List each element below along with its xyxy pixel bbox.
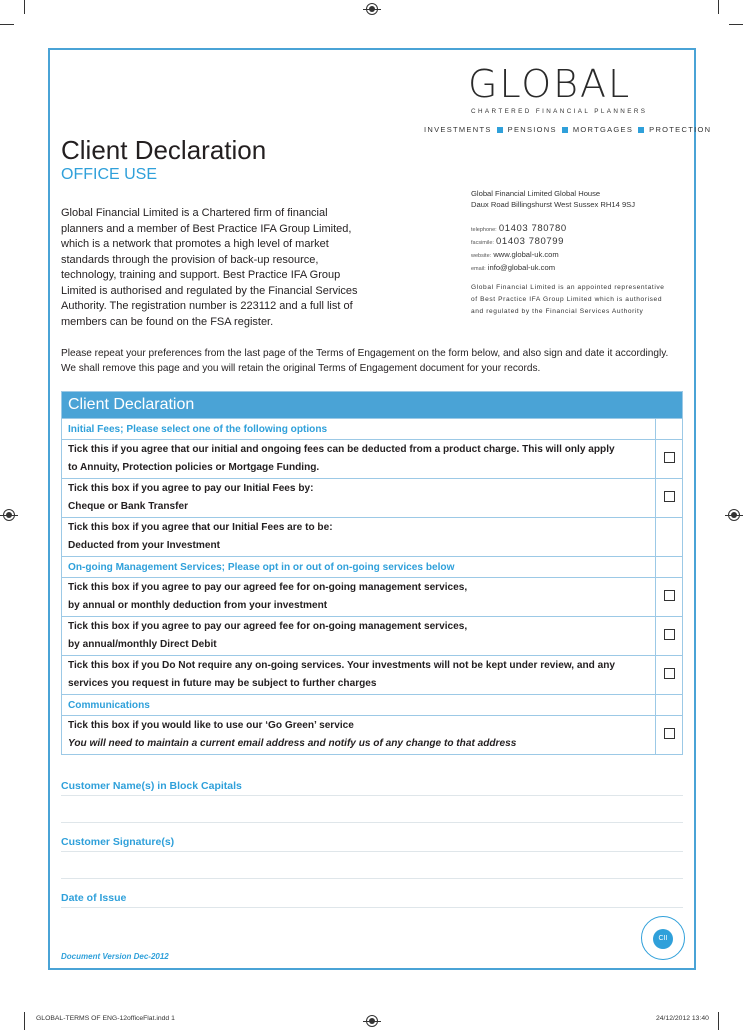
- page-title: Client Declaration: [61, 135, 267, 165]
- print-timestamp: 24/12/2012 13:40: [656, 1015, 709, 1022]
- intro-paragraph: Global Financial Limited is a Chartered firm of financial planners and a member of Best Practice IFA Group Limited, which is a network that promotes a high level of market standards through the provision of back-up resource, technology, training and support. Best Practice IFA Group Limited is authorised and regulated by the Financial Services Authority. The registration number is 223112 and a full list of members can be found on the FSA register.: [61, 207, 358, 328]
- go-green-checkbox[interactable]: [664, 728, 675, 739]
- section-communications: Communications: [62, 695, 656, 716]
- tagline-item: PENSIONS: [507, 125, 557, 134]
- checkbox-cell: [656, 440, 683, 479]
- table-row: [62, 578, 683, 617]
- document-version: Document Version Dec-2012: [61, 952, 169, 961]
- registration-mark-top: [366, 3, 378, 15]
- telephone-line: [471, 223, 567, 236]
- table-row: [62, 440, 683, 479]
- website-line: [471, 249, 567, 262]
- product-charge-checkbox[interactable]: [664, 452, 675, 463]
- telephone-value: 01403 780780: [498, 223, 567, 234]
- customer-signature-field[interactable]: [61, 851, 683, 852]
- email-line: [471, 262, 567, 275]
- facsimile-label: facsimile:: [471, 240, 494, 246]
- row-line: Tick this box if you agree that our Initial Fees are to be:: [68, 522, 333, 533]
- address-line: Daux Road Billingshurst West Sussex RH14 9SJ: [471, 200, 636, 210]
- row-text: [62, 656, 656, 695]
- company-address: [471, 188, 635, 210]
- facsimile-value: 01403 780799: [496, 236, 565, 247]
- email-label: email:: [471, 266, 486, 272]
- checkbox-cell: [656, 656, 683, 695]
- row-line: You will need to maintain a current email address and notify us of any change to that address: [68, 738, 517, 749]
- cheque-transfer-checkbox[interactable]: [664, 491, 675, 502]
- section-ongoing-services: On-going Management Services; Please opt in or out of on-going services below: [62, 557, 656, 578]
- row-line: Tick this box if you agree to pay our Initial Fees by:: [68, 483, 314, 494]
- checkbox-cell: [656, 479, 683, 518]
- row-text: [62, 440, 656, 479]
- website-value: www.global-uk.com: [493, 250, 559, 259]
- row-text: [62, 518, 656, 557]
- row-line: Tick this box if you agree to pay our agreed fee for on-going management services,: [68, 621, 468, 632]
- logo-subtitle: CHARTERED FINANCIAL PLANNERS: [471, 108, 648, 115]
- tagline-item: INVESTMENTS: [424, 125, 492, 134]
- page-subtitle: OFFICE USE: [61, 166, 158, 183]
- table-row: [62, 656, 683, 695]
- facsimile-line: [471, 236, 567, 249]
- logo-text: GLOBAL: [468, 62, 632, 106]
- row-text: [62, 716, 656, 755]
- crop-mark: [718, 1012, 719, 1030]
- customer-name-field[interactable]: [61, 795, 683, 796]
- table-row: [62, 617, 683, 656]
- registration-mark-right: [728, 509, 740, 521]
- empty-cell: [656, 518, 683, 557]
- square-bullet-icon: [638, 127, 644, 133]
- row-line: Cheque or Bank Transfer: [68, 501, 189, 512]
- row-text: [62, 578, 656, 617]
- row-text: [62, 617, 656, 656]
- website-label: website:: [471, 253, 492, 259]
- annual-deduction-checkbox[interactable]: [664, 590, 675, 601]
- registration-mark-left: [3, 509, 15, 521]
- crop-mark: [0, 24, 14, 25]
- email-value: info@global-uk.com: [487, 263, 556, 272]
- direct-debit-checkbox[interactable]: [664, 629, 675, 640]
- crop-mark: [24, 1012, 25, 1030]
- row-line: services you request in future may be subject to further charges: [68, 678, 377, 689]
- row-line: Tick this box if you agree to pay our agreed fee for on-going management services,: [68, 582, 468, 593]
- checkbox-cell: [656, 716, 683, 755]
- contact-details: [471, 223, 567, 275]
- row-line: Tick this if you agree that our initial and ongoing fees can be deducted from a product charge. This will only apply: [68, 444, 615, 455]
- declaration-table: [61, 391, 683, 755]
- date-of-issue-label: Date of Issue: [61, 892, 127, 904]
- telephone-label: telephone:: [471, 227, 497, 233]
- address-line: Global Financial Limited Global House: [471, 189, 601, 198]
- row-line: by annual or monthly deduction from your investment: [68, 600, 328, 611]
- crop-mark: [729, 24, 743, 25]
- row-line: by annual/monthly Direct Debit: [68, 639, 217, 650]
- tagline-item: MORTGAGES: [572, 125, 634, 134]
- table-row: [62, 716, 683, 755]
- date-of-issue-field[interactable]: [61, 907, 683, 908]
- square-bullet-icon: [497, 127, 503, 133]
- row-line: Deducted from your Investment: [68, 540, 220, 551]
- checkbox-cell: [656, 578, 683, 617]
- no-ongoing-checkbox[interactable]: [664, 668, 675, 679]
- row-line: Tick this box if you would like to use our ‘Go Green’ service: [68, 720, 354, 731]
- brand-tagline: [424, 125, 711, 134]
- crop-mark: [24, 0, 25, 14]
- crop-mark: [718, 0, 719, 14]
- row-text: [62, 479, 656, 518]
- divider: [61, 878, 683, 879]
- customer-name-label: Customer Name(s) in Block Capitals: [61, 780, 242, 792]
- empty-cell: [656, 695, 683, 716]
- print-file-name: GLOBAL-TERMS OF ENG-12officeFlat.indd 1: [36, 1015, 175, 1022]
- tagline-item: PROTECTION: [649, 125, 712, 134]
- regulatory-note: Global Financial Limited is an appointed representative of Best Practice IFA Group Limited which is authorised and regulated by the Financial Services Authority: [471, 284, 665, 315]
- row-line: to Annuity, Protection policies or Mortgage Funding.: [68, 462, 320, 473]
- table-row: [62, 518, 683, 557]
- declaration-heading: Client Declaration: [62, 392, 683, 419]
- section-initial-fees: Initial Fees; Please select one of the following options: [62, 419, 656, 440]
- row-line: Tick this box if you Do Not require any on-going services. Your investments will not be kept under review, and any: [68, 660, 616, 671]
- chartered-seal-icon: [641, 916, 685, 960]
- checkbox-cell: [656, 617, 683, 656]
- empty-cell: [656, 557, 683, 578]
- divider: [61, 822, 683, 823]
- registration-mark-bottom: [366, 1015, 378, 1027]
- customer-signature-label: Customer Signature(s): [61, 836, 175, 848]
- brand-logo: [468, 62, 631, 106]
- seal-center: CII: [653, 929, 673, 949]
- empty-cell: [656, 419, 683, 440]
- square-bullet-icon: [562, 127, 568, 133]
- preferences-note: Please repeat your preferences from the last page of the Terms of Engagement on the form below, and also sign and date it accordingly. We shall remove this page and you will retain the original Terms of Engagement document for your records.: [61, 348, 669, 374]
- table-row: [62, 479, 683, 518]
